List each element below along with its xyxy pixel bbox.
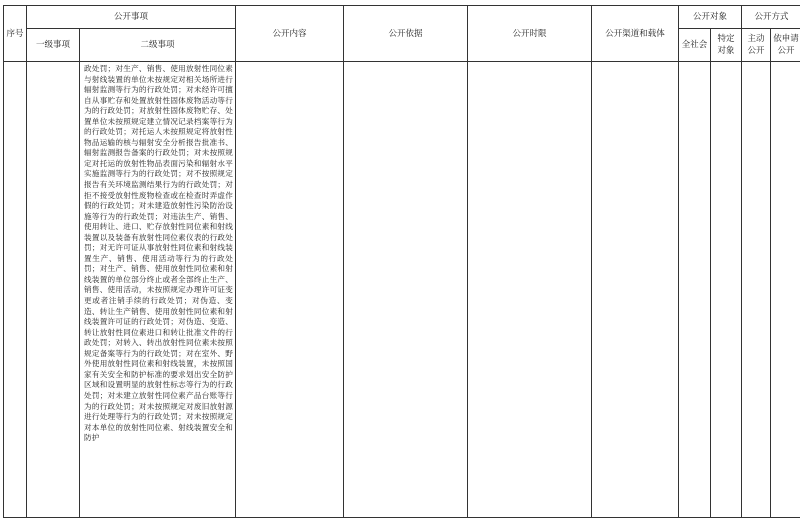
proactive-line2: 公开 [747, 46, 765, 56]
channel-header: 公开渠道和载体 [592, 6, 679, 62]
basis-header: 公开依据 [344, 6, 468, 62]
seq-no-header [4, 6, 27, 62]
target-group-header: 公开对象 [679, 6, 742, 29]
content-header: 公开内容 [236, 6, 344, 62]
method-group-header: 公开方式 [742, 6, 800, 29]
table-row [4, 62, 800, 518]
proactive-cell [742, 62, 771, 518]
level2-cell [80, 62, 236, 518]
on-request-line2: 公开 [777, 46, 795, 56]
items-group-header: 公开事项 [27, 6, 236, 29]
specific-target-line1: 特定 [717, 34, 735, 44]
proactive-line1: 主动 [747, 34, 765, 44]
proactive-header [742, 29, 771, 62]
level1-cell [27, 62, 80, 518]
whole-society-header: 全社会 [679, 29, 711, 62]
content-cell [236, 62, 344, 518]
on-request-cell [771, 62, 800, 518]
whole-society-cell [679, 62, 711, 518]
specific-target-cell [711, 62, 742, 518]
disclosure-table [3, 5, 800, 518]
specific-target-header [711, 29, 742, 62]
specific-target-line2: 对象 [717, 46, 735, 56]
seq-no-cell [4, 62, 27, 518]
basis-cell [344, 62, 468, 518]
time-limit-cell [468, 62, 592, 518]
seq-no-label: 序号 [6, 28, 24, 39]
on-request-line1: 依申请 [773, 34, 799, 44]
level2-text: 政处罚；对生产、销售、使用放射性同位素与射线装置的单位未按规定对相关场所进行辐射监测等行为的行政处罚；对未经许可擅自从事贮存和处置放射性固体废物活动等行为的行政处罚；对放射性固体废物贮存、处置单位未按照规定建立情况记录档案等行为的行政处罚；对托运人未按照规定将放射性物品运输的核与辐射安全分析报告批准书、辐射监测报告备案的行政处罚；对未按照规定对托运的放射性物品表面污染和辐射水平实施监测等行为的行政处罚；对不按照规定报告有关环境监测结果行为的行政处罚；对拒不接受放射性废物检查或在检查时弄虚作假的行政处罚；对未建造放射性污染防治设施等行为的行政处罚；对违法生产、销售、使用转让、进口、贮存放射性同位素和射线装置以及装备有放射性同位素仪表的行政处罚；对无许可证从事放射性同位素和射线装置生产、销售、使用活动等行为的行政处罚；对生产、销售、使用放射性同位素和射线装置的单位部分终止或者全部终止生产、销售、使用活动，未按照规定办理许可证变更或者注销手续的行政处罚；对伪造、变造、转让生产销售、使用放射性同位素和射线装置许可证的行政处罚；对伪造、变造、转让放射性同位素进口和转让批准文件的行政处罚；对转入、转出放射性同位素未按照规定备案等行为的行政处罚；对在室外、野外使用放射性同位素和射线装置，未按照国家有关安全和防护标准的要求划出安全防护区域和设置明显的放射性标志等行为的行政处罚；对未建立放射性同位素产品台账等行为的行政处罚；对未按照规定对废旧放射源进行处理等行为的行政处罚；对未按照规定对本单位的放射性同位素、射线装置安全和防护 [84, 64, 234, 443]
on-request-header [771, 29, 800, 62]
time-limit-header: 公开时限 [468, 6, 592, 62]
channel-cell [592, 62, 679, 518]
level2-header: 二级事项 [80, 29, 236, 62]
level1-header: 一级事项 [27, 29, 80, 62]
